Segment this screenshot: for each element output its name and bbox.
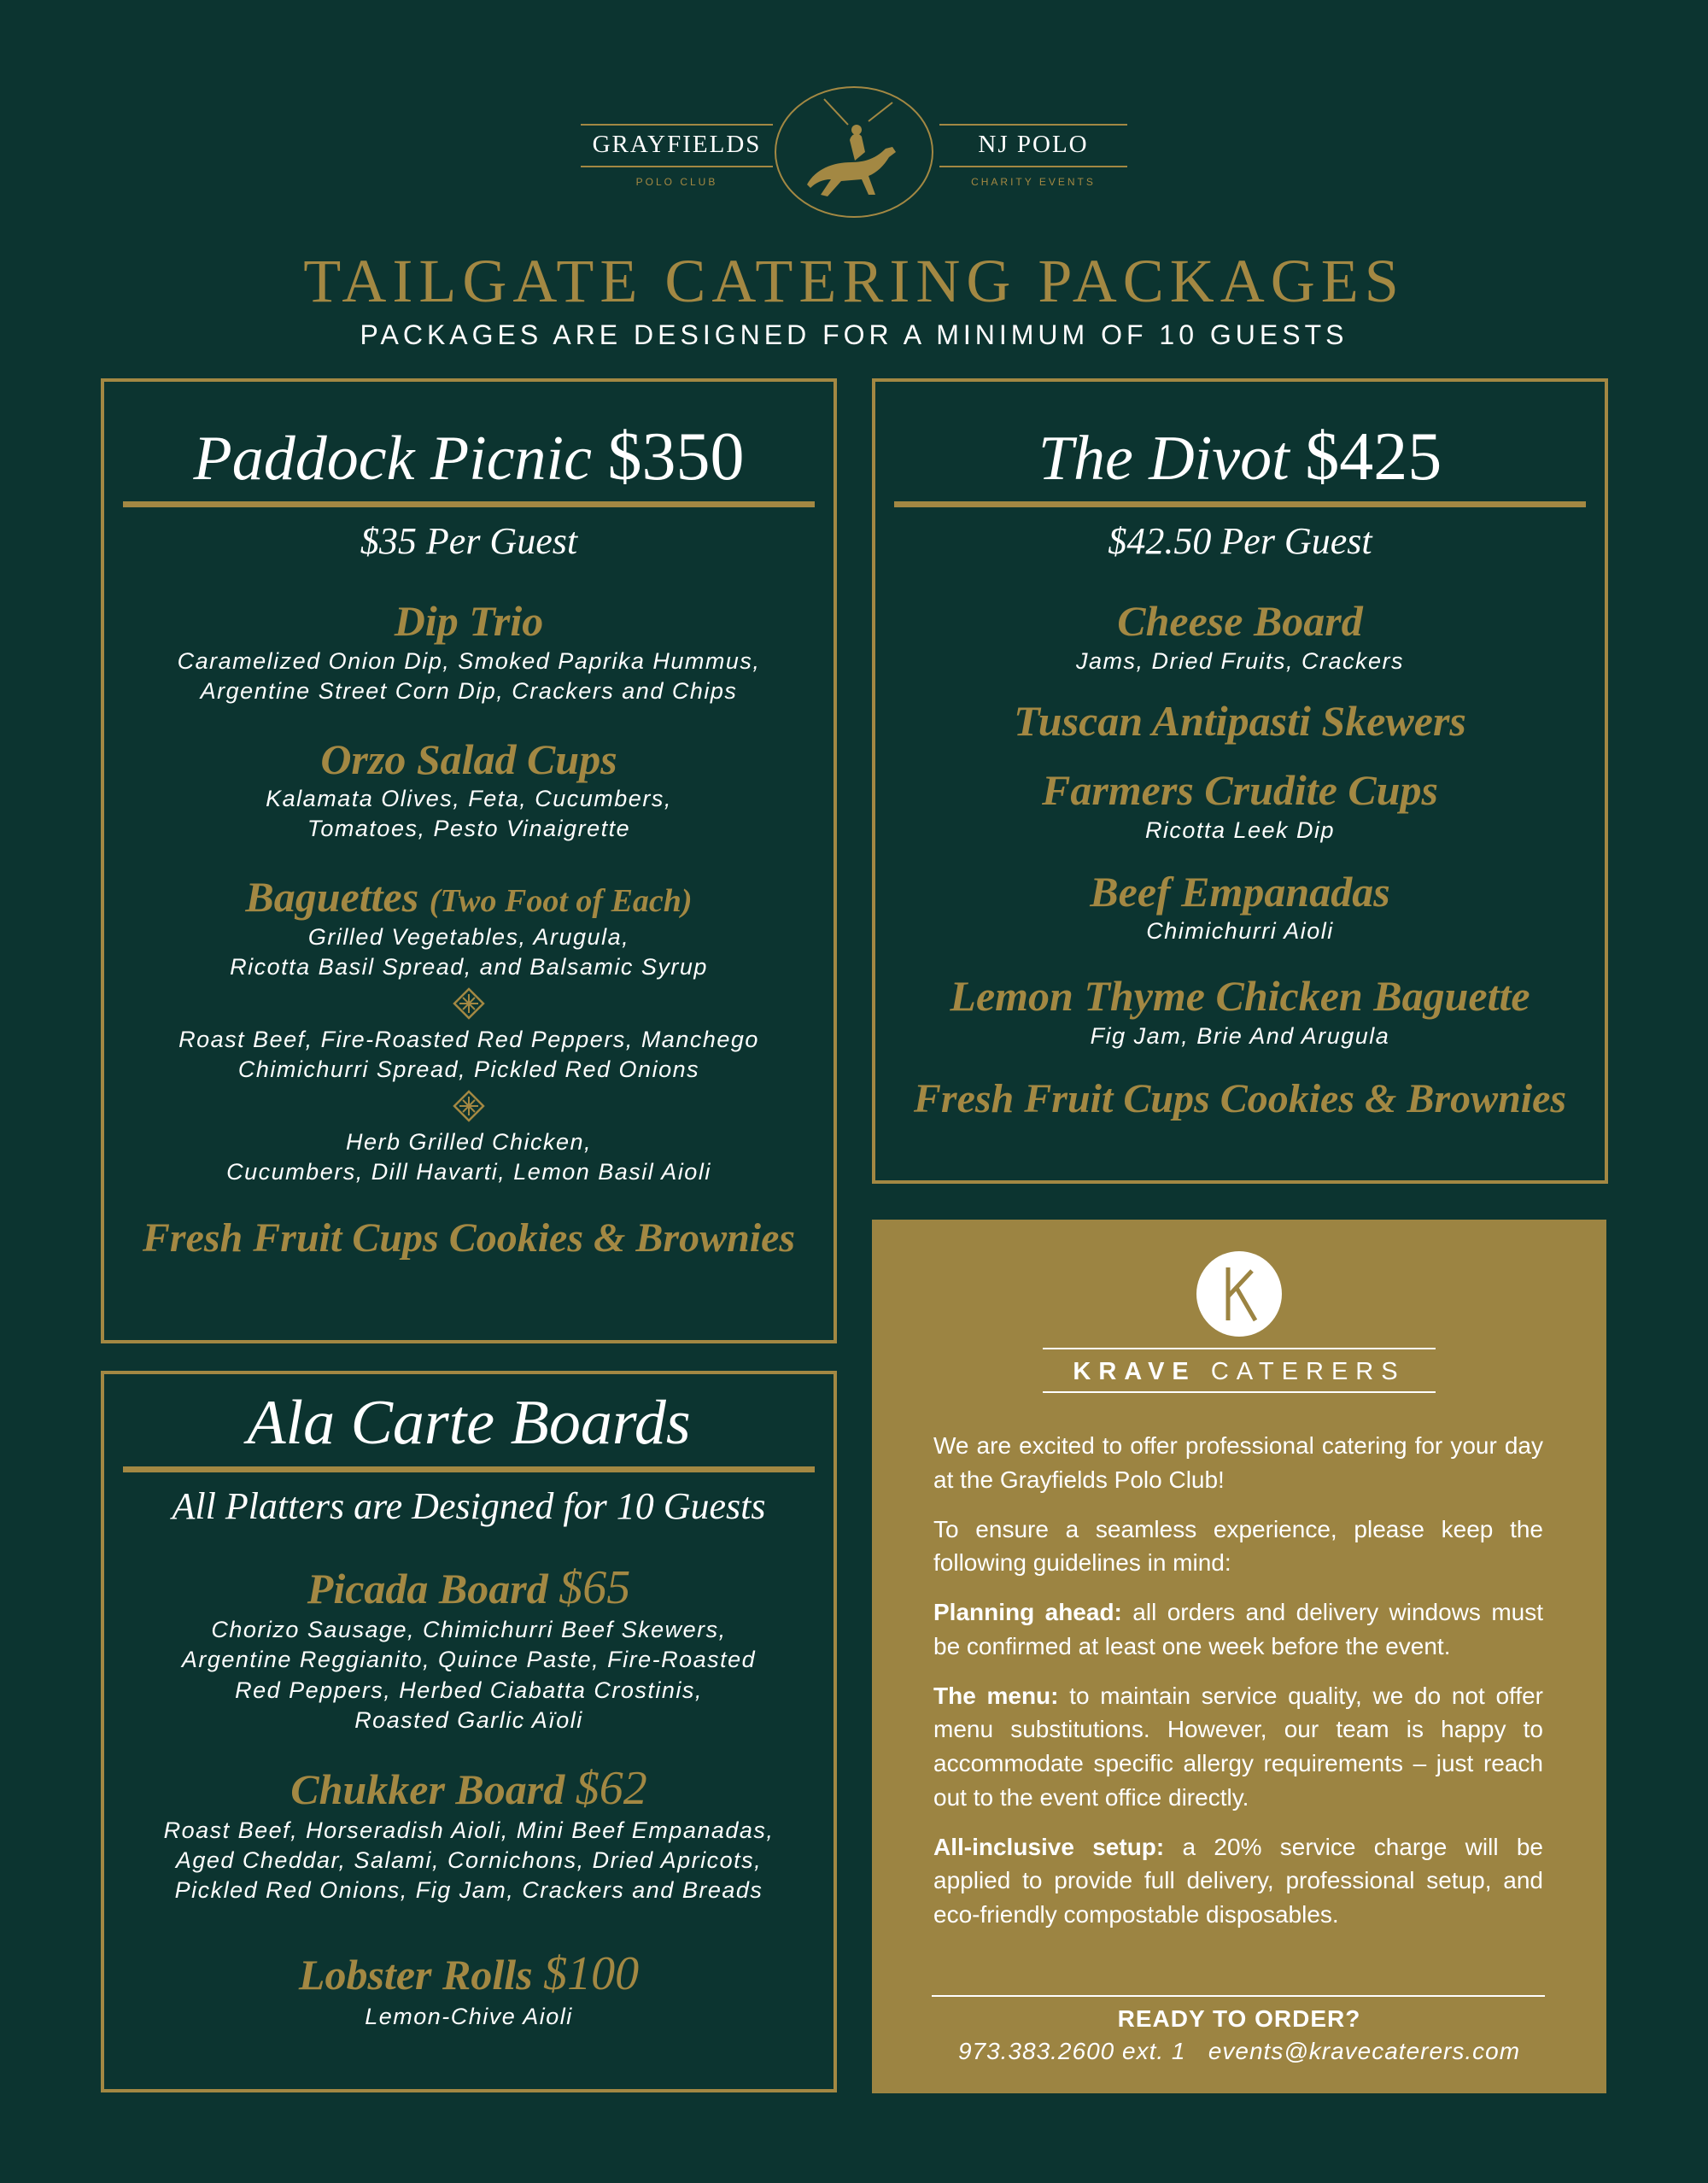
diamond-divider-icon bbox=[453, 1090, 485, 1122]
krave-intro: We are excited to offer professional catering for your day at the Grayfields Polo Club! bbox=[933, 1432, 1543, 1493]
menu-item-name bbox=[104, 1761, 834, 1816]
menu-item-desc bbox=[104, 647, 834, 706]
phone-link[interactable]: 973.383.2600 ext. 1 bbox=[957, 2038, 1186, 2064]
page-title: TAILGATE CATERING PACKAGES bbox=[303, 247, 1405, 315]
krave-info-panel bbox=[872, 1220, 1606, 2093]
menu-item-name: Tuscan Antipasti Skewers bbox=[1014, 696, 1466, 745]
baguettes-note: (Two Foot of Each) bbox=[429, 883, 693, 920]
guideline bbox=[933, 1830, 1543, 1932]
menu-item-name bbox=[104, 1560, 834, 1615]
board-name: Lobster Rolls bbox=[298, 1951, 533, 1999]
guideline-text: a 20% service charge will be applied to provide full delivery, professional setup, and eco-friendly compostable disposables. bbox=[933, 1833, 1544, 1928]
menu-item-desc bbox=[104, 1127, 834, 1187]
desc-line: Cucumbers, Dill Havarti, Lemon Basil Aioli bbox=[226, 1159, 711, 1185]
divot-title: The Divot bbox=[1038, 424, 1290, 494]
menu-item-desc bbox=[104, 922, 834, 982]
title-rule bbox=[123, 1466, 815, 1472]
menu-item-name bbox=[104, 1946, 834, 2001]
desc-line: Lemon-Chive Aioli bbox=[365, 2003, 573, 2029]
menu-item-name: Cheese Board bbox=[1117, 597, 1363, 645]
menu-item-desc bbox=[104, 1615, 834, 1735]
menu-item-name: Lemon Thyme Chicken Baguette bbox=[950, 972, 1530, 1021]
wordmark-bold: KRAVE bbox=[1073, 1358, 1196, 1385]
menu-item-desc bbox=[104, 1025, 834, 1085]
menu-item-desc: Fig Jam, Brie And Arugula bbox=[1090, 1022, 1390, 1049]
board-price: $62 bbox=[575, 1761, 647, 1815]
desc-line: Pickled Red Onions, Fig Jam, Crackers and Breads bbox=[174, 1877, 763, 1904]
alacarte-subtitle: All Platters are Designed for 10 Guests bbox=[172, 1485, 766, 1527]
cta-contact bbox=[872, 2038, 1606, 2065]
title-rule bbox=[123, 501, 815, 507]
board-name: Picada Board bbox=[307, 1565, 548, 1612]
menu-item-desc: Chimichurri Aioli bbox=[1146, 918, 1334, 945]
paddock-footer: Fresh Fruit Cups Cookies & Brownies bbox=[142, 1215, 796, 1261]
nj-polo-sub: CHARITY EVENTS bbox=[971, 176, 1096, 188]
menu-item-desc: Jams, Dried Fruits, Crackers bbox=[1075, 647, 1405, 674]
guideline-label: Planning ahead: bbox=[933, 1599, 1122, 1625]
desc-line: Aged Cheddar, Salami, Cornichons, Dried Apricots, bbox=[175, 1847, 763, 1874]
divot-footer: Fresh Fruit Cups Cookies & Brownies bbox=[913, 1075, 1567, 1121]
nj-polo-name: NJ POLO bbox=[978, 131, 1089, 158]
board-name: Chukker Board bbox=[290, 1765, 565, 1813]
guideline bbox=[933, 1595, 1543, 1664]
guideline-label: All-inclusive setup: bbox=[933, 1833, 1165, 1860]
guideline-label: The menu: bbox=[933, 1682, 1059, 1709]
paddock-per-guest: $35 Per Guest bbox=[360, 520, 578, 562]
grayfields-name: GRAYFIELDS bbox=[592, 131, 762, 158]
guideline-text: all orders and delivery windows must be confirmed at least one week before the event. bbox=[933, 1599, 1544, 1659]
grayfields-brand bbox=[581, 124, 773, 188]
menu-item-name: Orzo Salad Cups bbox=[320, 734, 617, 783]
paddock-picnic-panel bbox=[101, 378, 837, 1343]
desc-line: Caramelized Onion Dip, Smoked Paprika Hummus, bbox=[177, 647, 761, 674]
grayfields-sub: POLO CLUB bbox=[635, 176, 718, 188]
desc-line: Roasted Garlic Aïoli bbox=[354, 1706, 583, 1733]
desc-line: Grilled Vegetables, Arugula, bbox=[307, 923, 630, 950]
guideline bbox=[933, 1679, 1543, 1815]
polo-player-icon bbox=[773, 84, 935, 220]
paddock-price: $350 bbox=[607, 419, 745, 495]
divot-per-guest: $42.50 Per Guest bbox=[1108, 520, 1372, 562]
paddock-title: Paddock Picnic bbox=[193, 424, 592, 494]
diamond-divider-icon bbox=[453, 987, 485, 1020]
the-divot-panel bbox=[872, 378, 1608, 1184]
menu-item-desc bbox=[104, 1816, 834, 1905]
desc-line: Argentine Reggianito, Quince Paste, Fire-Roasted bbox=[181, 1647, 757, 1673]
krave-body bbox=[933, 1429, 1543, 1947]
krave-guidelines-intro: To ensure a seamless experience, please keep the following guidelines in mind: bbox=[933, 1515, 1543, 1577]
desc-line: Argentine Street Corn Dip, Crackers and Chips bbox=[200, 677, 738, 704]
baguettes-name: Baguettes bbox=[245, 873, 419, 922]
email-link[interactable]: events@kravecaterers.com bbox=[1208, 2038, 1521, 2064]
desc-line: Roast Beef, Horseradish Aioli, Mini Beef Empanadas, bbox=[163, 1817, 775, 1844]
cta-title: READY TO ORDER? bbox=[1117, 2005, 1361, 2032]
ala-carte-panel bbox=[101, 1371, 837, 2092]
desc-line: Tomatoes, Pesto Vinaigrette bbox=[307, 816, 631, 842]
title-rule bbox=[894, 501, 1586, 507]
alacarte-title: Ala Carte Boards bbox=[247, 1388, 691, 1458]
cta-rule bbox=[932, 1995, 1545, 1997]
menu-item-desc bbox=[104, 2002, 834, 2032]
nj-polo-brand bbox=[939, 124, 1127, 188]
krave-wordmark bbox=[1043, 1348, 1436, 1393]
menu-item-name: Beef Empanadas bbox=[1090, 867, 1390, 916]
desc-line: Chimichurri Spread, Pickled Red Onions bbox=[237, 1056, 700, 1083]
guideline-text: to maintain service quality, we do not offer menu substitutions. However, our team is happy to accommodate specific allergy requirements – just reach out to the event office directly. bbox=[933, 1682, 1543, 1811]
menu-item-name: Dip Trio bbox=[394, 597, 544, 645]
page-subtitle: PACKAGES ARE DESIGNED FOR A MINIMUM OF 10 GUESTS bbox=[360, 319, 1348, 350]
desc-line: Herb Grilled Chicken, bbox=[345, 1129, 593, 1156]
desc-line: Red Peppers, Herbed Ciabatta Crostinis, bbox=[235, 1677, 703, 1703]
desc-line: Kalamata Olives, Feta, Cucumbers, bbox=[266, 786, 672, 812]
menu-item-desc: Ricotta Leek Dip bbox=[1144, 816, 1336, 843]
menu-item-name: Farmers Crudite Cups bbox=[1041, 766, 1438, 815]
menu-item-desc bbox=[104, 784, 834, 844]
krave-k-logo-icon bbox=[1192, 1247, 1286, 1341]
menu-item-name bbox=[104, 873, 834, 922]
desc-line: Ricotta Basil Spread, and Balsamic Syrup bbox=[230, 953, 708, 980]
board-price: $65 bbox=[559, 1561, 631, 1614]
divot-title-line bbox=[875, 419, 1605, 495]
board-price: $100 bbox=[543, 1947, 640, 2001]
paddock-title-line bbox=[104, 419, 834, 495]
desc-line: Chorizo Sausage, Chimichurri Beef Skewers, bbox=[211, 1617, 727, 1643]
wordmark-rest: CATERERS bbox=[1210, 1358, 1406, 1385]
desc-line: Roast Beef, Fire-Roasted Red Peppers, Manchego bbox=[178, 1027, 759, 1053]
divot-price: $425 bbox=[1305, 419, 1442, 495]
